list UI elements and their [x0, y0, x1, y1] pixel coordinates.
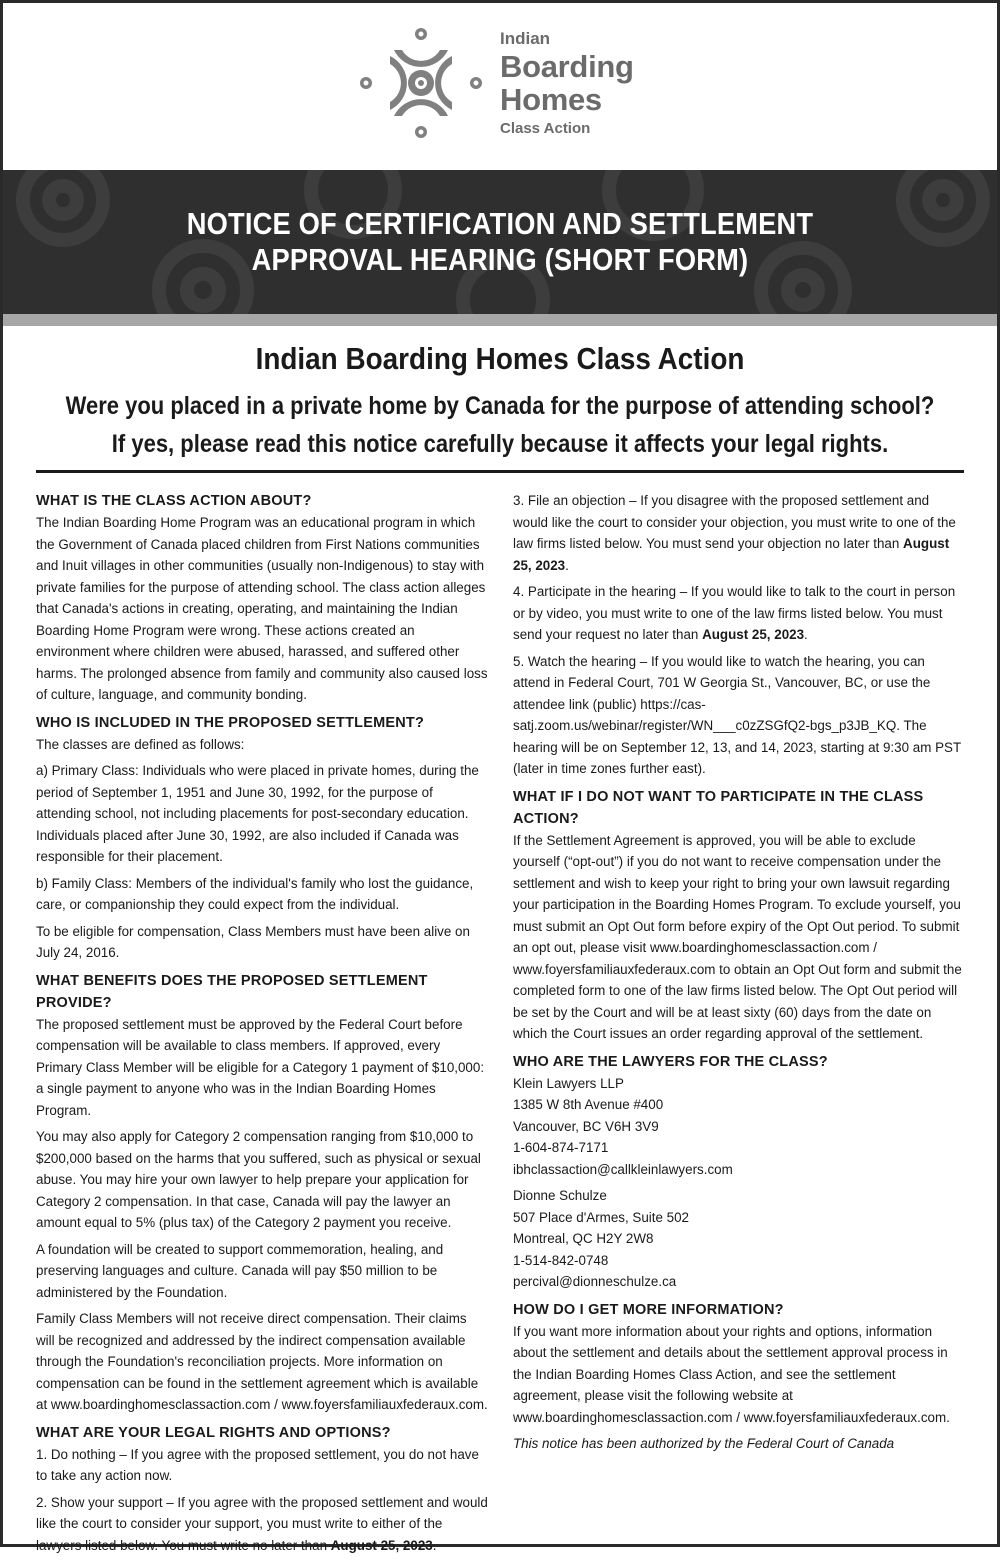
rights-option-2-date: August 25, 2023 — [330, 1537, 433, 1553]
info-paragraph: If you want more information about your rights and options, information about the settlement and details about the settlement approval process in the Indian Boarding Homes Class Action, and see the settlement agreement, please visit the following website at www.boardinghomesclassaction.com / www.foyersfamiliauxfederaux.com. — [513, 1323, 950, 1425]
firm-email: percival@dionneschulze.ca — [513, 1274, 677, 1289]
rights-option-1: 1. Do nothing – If you agree with the proposed settlement, you do not have to take any action now. — [36, 1446, 479, 1483]
banner-underline — [3, 314, 997, 326]
benefits-paragraph-1: The proposed settlement must be approved by the Federal Court before compensation will be available to class members. If approved, every Primary Class Member will be eligible for a Category 1 payment of $10,000: a single payment to anyone who was in the Indian Boarding Homes Program. — [36, 1016, 485, 1118]
logo-line-class-action: Class Action — [500, 120, 591, 137]
headline-question: Were you placed in a private home by Canada for the purpose of attending school? — [65, 392, 935, 420]
firm-name: Klein Lawyers LLP — [513, 1075, 624, 1091]
included-eligibility: To be eligible for compensation, Class Members must have been alive on July 24, 2016. — [36, 923, 470, 960]
rights-option-3-end: . — [565, 557, 569, 573]
logo-wordmark — [500, 30, 634, 136]
section-heading-included: WHO IS INCLUDED IN THE PROPOSED SETTLEMENT? — [36, 714, 425, 731]
section-heading-about: WHAT IS THE CLASS ACTION ABOUT? — [36, 493, 312, 509]
firm-name: Dionne Schulze — [513, 1188, 607, 1203]
rights-option-5: 5. Watch the hearing – If you would like to watch the hearing, you can attend in Federal Court, 701 W Georgia St., Vancouver, BC, or use the attendee link (public) https://cas-satj.zoom.us/webinar/register/WN___c0zZSGfQ2-bgs_p3JB_KQ. The hearing will be on September 12, 13, and 14, 2023, starting at 9:30 am PST (later in time zones further east). — [513, 653, 961, 776]
rights-option-2 — [36, 1492, 488, 1557]
included-intro: The classes are defined as follows: — [36, 736, 245, 752]
rights-option-2-end: . — [432, 1537, 437, 1553]
rights-option-4-date: August 25, 2023 — [702, 627, 805, 642]
headline-title: Indian Boarding Homes Class Action — [255, 341, 745, 376]
rights-option-3-date: August 25, 2023 — [513, 536, 950, 573]
rights-option-3 — [513, 490, 965, 576]
section-heading-optout: WHAT IF I DO NOT WANT TO PARTICIPATE IN THE CLASS ACTION? — [513, 788, 924, 827]
rights-option-4 — [513, 581, 965, 646]
benefits-paragraph-2: You may also apply for Category 2 compensation ranging from $10,000 to $200,000 based on the harms that you suffered, such as physical or sexual abuse. You may hire your own lawyer to help prepare your application for Category 2 compensation. In that case, Canada will pay the lawyer an amount equal to 5% (plus tax) of the Category 2 payment you receive. — [36, 1129, 481, 1230]
included-primary-class: a) Primary Class: Individuals who were placed in private homes, during the period of September 1, 1951 and June 30, 1992, for the purpose of attending school, not including placements for post-secondary education. Individuals placed after June 30, 1992, are also included if Canada was responsible for their placement. — [36, 763, 479, 864]
firm-email: ibhclassaction@callkleinlawyers.com — [513, 1161, 733, 1177]
notice-title — [63, 206, 938, 278]
optout-paragraph: If the Settlement Agreement is approved, you will be able to exclude yourself (“opt-out”) if you do not want to receive compensation under the settlement and wish to keep your right to bring your own lawsuit regarding your participation in the Boarding Homes Program. To exclude yourself, you must submit an Opt Out form before expiry of the Opt Out period. To submit an opt out, please visit www.boardinghomesclassaction.com / www.foyersfamiliauxfederaux.com to obtain an Opt Out form and submit the completed form to one of the law firms listed below. The Opt Out period will be set by the Court and will be at least sixty (60) days from the date on which the Court issues an order regarding approval of the settlement. — [513, 832, 962, 1041]
firm-address-line2: Montreal, QC H2Y 2W8 — [513, 1231, 654, 1246]
firm-address-line2: Vancouver, BC V6H 3V9 — [513, 1118, 659, 1134]
logo-emblem-icon — [356, 20, 486, 146]
section-heading-info: HOW DO I GET MORE INFORMATION? — [513, 1301, 784, 1318]
headline-warning: If yes, please read this notice carefully because it affects your legal rights. — [111, 430, 889, 458]
rights-option-4-end: . — [804, 627, 808, 642]
logo-line-homes: Homes — [500, 82, 602, 117]
rights-option-4-text: 4. Participate in the hearing – If you would like to talk to the court in person or by video, you must write to one of the law firms listed below. You must send your request no later than — [513, 584, 956, 642]
logo-line-boarding: Boarding — [500, 49, 634, 84]
rights-option-2-text: 2. Show your support – If you agree with the proposed settlement and would like the court to consider your support, you must write to either of the lawyers listed below. You must write no later than — [36, 1494, 488, 1553]
about-paragraph: The Indian Boarding Home Program was an educational program in which the Government of Canada placed children from First Nations communities and Inuit villages in other communities (usually non-Indigenous) to stay with private families for the purpose of attending school. The class action alleges that Canada's actions in creating, operating, and maintaining the Indian Boarding Home Program were wrong. These actions created an environment where children were abused, harassed, and suffered other harms. The prolonged absence from family and community also caused loss of culture, language, and community bonding. — [36, 515, 488, 702]
firm-phone: 1-514-842-0748 — [513, 1252, 609, 1268]
section-heading-lawyers: WHO ARE THE LAWYERS FOR THE CLASS? — [513, 1053, 828, 1070]
firm-address-line1: 1385 W 8th Avenue #400 — [513, 1097, 664, 1112]
logo-line-indian: Indian — [500, 29, 551, 48]
benefits-paragraph-4: Family Class Members will not receive direct compensation. Their claims will be recognized and addressed by the indirect compensation available through the Foundation's reconciliation projects. More information on compensation can be found in the settlement agreement which is available at www.boardinghomesclassaction.com / www.foyersfamiliauxfederaux.com. — [36, 1311, 488, 1412]
left-column — [36, 490, 488, 1561]
section-heading-rights: WHAT ARE YOUR LEGAL RIGHTS AND OPTIONS? — [36, 1424, 391, 1441]
benefits-paragraph-3: A foundation will be created to support commemoration, healing, and preserving languages and culture. Canada will pay $50 million to be administered by the Foundation. — [36, 1241, 444, 1300]
included-family-class: b) Family Class: Members of the individual's family who lost the guidance, care, or companionship they could expect from the individual. — [36, 875, 474, 912]
firm-address-line1: 507 Place d'Armes, Suite 502 — [513, 1209, 689, 1225]
title-banner — [3, 170, 997, 314]
firm-phone: 1-604-874-7171 — [513, 1140, 609, 1155]
logo — [356, 20, 656, 146]
right-column — [513, 490, 965, 1460]
notice-title-line1: NOTICE OF CERTIFICATION AND SETTLEMENT — [186, 206, 814, 241]
authorization-note: This notice has been authorized by the Federal Court of Canada — [513, 1436, 895, 1451]
lawyer-firm-dionne-schulze — [513, 1185, 965, 1293]
lawyer-firm-klein — [513, 1073, 965, 1181]
rights-option-3-text: 3. File an objection – If you disagree with the proposed settlement and would like the court to consider your objection, you must write to one of the law firms listed below. You must send your objection no later than — [513, 493, 956, 551]
headline-divider — [36, 470, 964, 473]
notice-title-line2: APPROVAL HEARING (SHORT FORM) — [251, 242, 749, 277]
section-heading-benefits: WHAT BENEFITS DOES THE PROPOSED SETTLEMENT PROVIDE? — [36, 972, 428, 1011]
